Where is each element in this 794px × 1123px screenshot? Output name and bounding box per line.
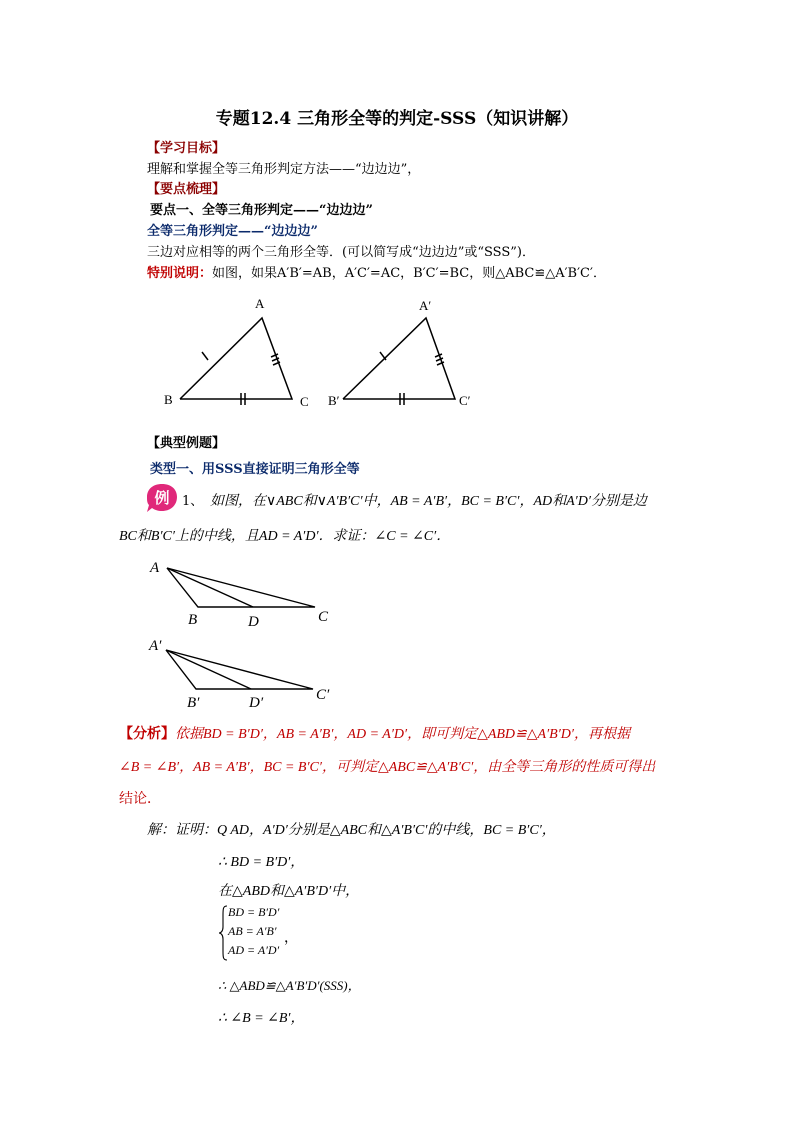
special-text: 如图，如果A′B′=AB，A′C′=AC，B′C′=BC，则△ABC≌△A′B′C′． [212,266,606,281]
fig2-label-c: C [318,609,329,625]
badge-label: 例 [154,491,170,507]
label-c: C [300,394,309,409]
figure-median-triangles [140,553,360,713]
label-b: B [164,392,173,407]
label-a-prime: A′ [419,298,432,313]
solution-line1: 解：证明：Q AD，A′D′分别是△ABC和△A′B′C′的中线，BC = B′C′， [147,823,556,838]
analysis-line3: 结论． [119,791,161,807]
goal-header: 【学习目标】 [147,141,226,156]
point1-subtitle: 全等三角形判定——“边边边” [147,224,318,239]
page-title: 专题12.4 三角形全等的判定-SSS（知识讲解） [215,109,579,129]
system-eq2: AB = A′B′ [228,924,277,938]
solution-line5: ∴ ∠B = ∠B′， [218,1011,305,1026]
left-brace-icon [218,905,228,961]
label-c-prime: C′ [459,393,471,408]
system-eq1: BD = B′D′ [228,905,280,919]
solution-line4: ∴ △ABD≌△A′B′D′(SSS)， [218,978,361,993]
fig2-label-d-prime: D′ [249,695,264,711]
points-header: 【要点梳理】 [147,182,226,197]
fig2-label-c-prime: C′ [316,687,330,703]
example-number: 1、 [182,494,204,509]
fig2-label-d: D [248,614,259,630]
type1-title: 类型一、用SSS直接证明三角形全等 [150,462,360,477]
special-label: 特别说明： [147,266,213,281]
analysis-line2: ∠B = ∠B′，AB = A′B′，BC = B′C′，可判定△ABC≌△A′B′C′，由全等三角形的性质可得出 [119,760,656,775]
label-a: A [255,296,265,311]
analysis-line1 [119,723,630,743]
special-note [147,262,606,281]
analysis-label: 【分析】 [119,726,175,742]
triangle-a-prime-b-prime-c-prime-with-median [166,650,313,689]
example-line2: BC和B′C′上的中线，且AD = A′D′．求证：∠C = ∠C′． [119,529,451,544]
analysis-text1: 依据BD = B′D′，AB = A′B′，AD = A′D′，即可判定△ABD≌△A′B′D′，再根据 [175,727,630,742]
fig2-label-a: A [150,560,160,576]
example-badge-icon [146,483,178,513]
fig2-label-a-prime: A′ [149,638,162,654]
solution-line2: ∴ BD = B′D′， [218,855,305,870]
fig2-label-b-prime: B′ [187,695,200,711]
triangle-abc [180,318,292,405]
system-comma: ， [284,930,298,946]
point1-title: 要点一、全等三角形判定——“边边边” [150,203,373,218]
point1-text: 三边对应相等的两个三角形全等．(可以简写成“边边边”或“SSS”)． [147,245,535,260]
system-eq3: AD = A′D′ [228,943,280,957]
fig2-label-b: B [188,612,198,628]
examples-header: 【典型例题】 [147,436,226,451]
label-b-prime: B′ [328,393,340,408]
example-line1: 如图，在∨ABC和∨A′B′C′中，AB = A′B′，BC = B′C′，AD和A′D′分别是边 [210,494,647,509]
goal-text: 理解和掌握全等三角形判定方法——“边边边”， [147,162,421,177]
triangle-a-prime-b-prime-c-prime [343,318,455,405]
triangle-abc-with-median [167,568,315,607]
solution-line3: 在△ABD和△A′B′D′中， [218,884,360,899]
figure-congruent-triangles [150,290,490,415]
